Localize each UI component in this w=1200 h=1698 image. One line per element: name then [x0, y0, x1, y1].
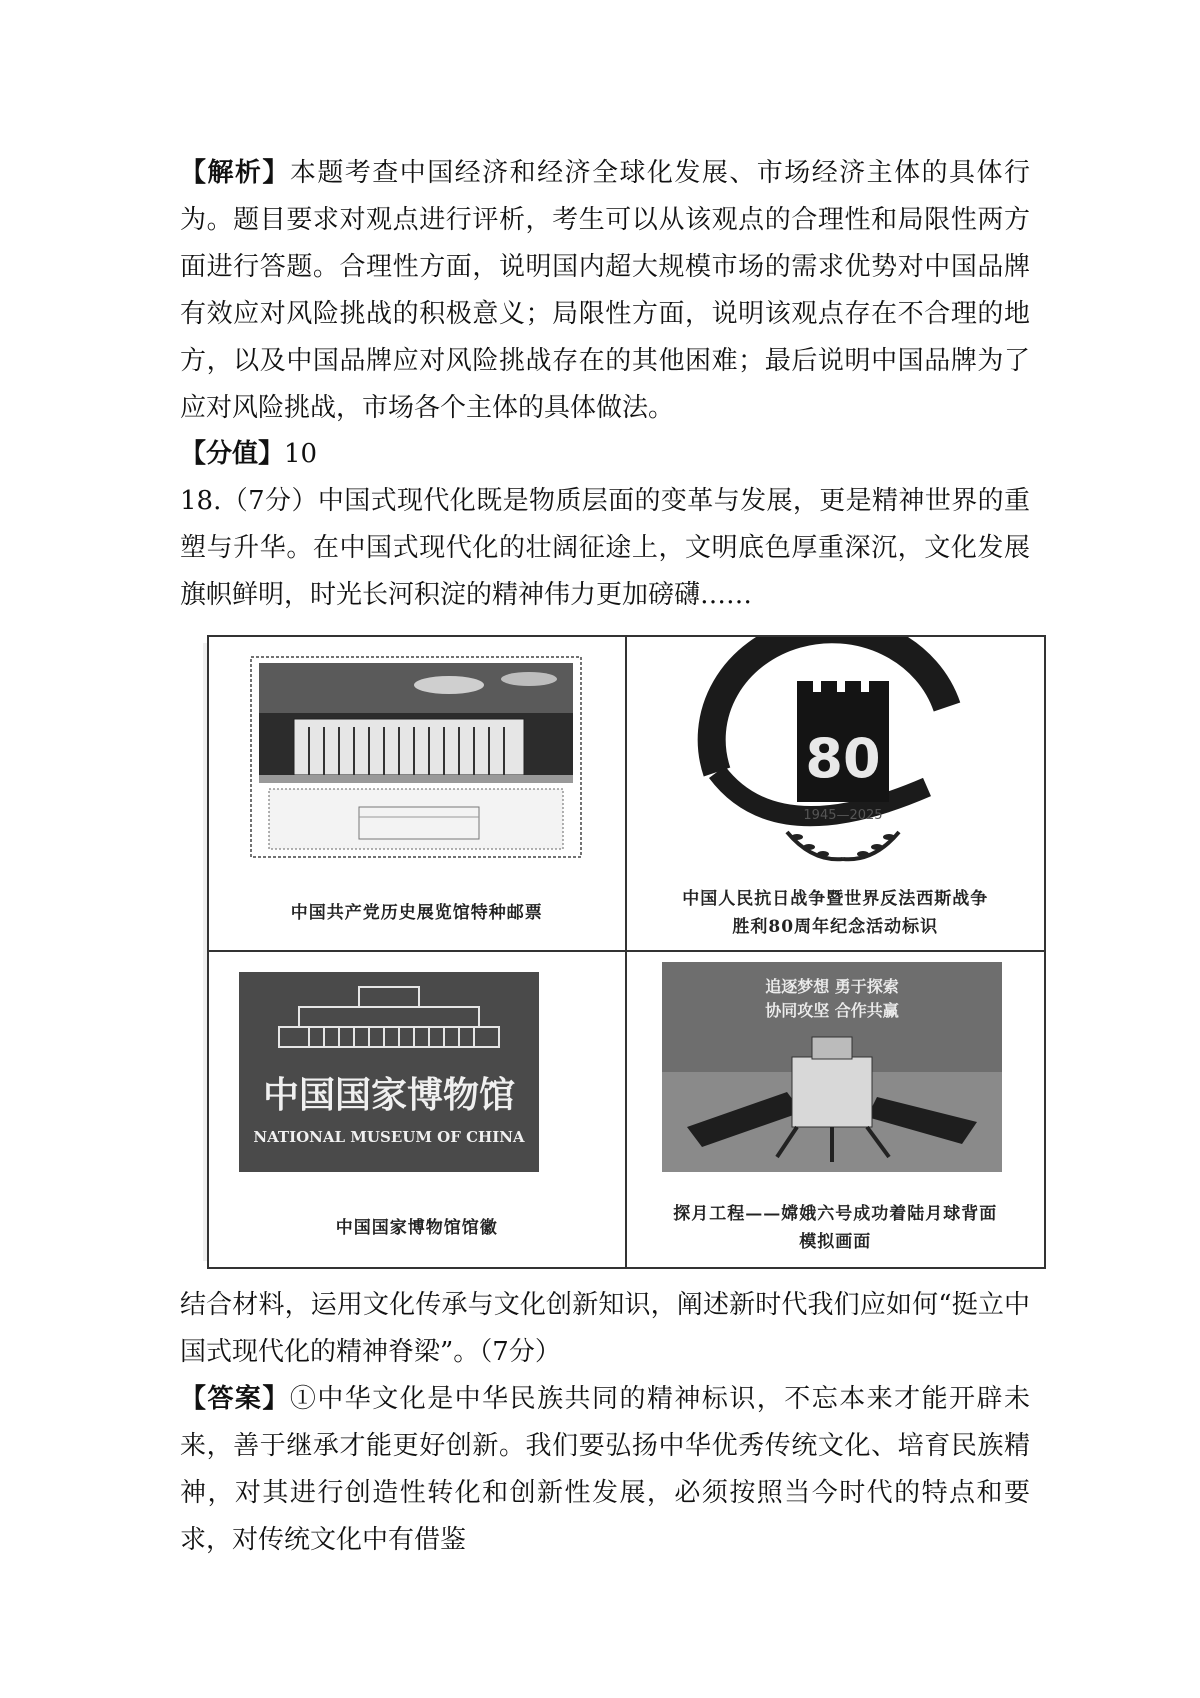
analysis-paragraph	[180, 150, 1030, 432]
great-wall-logo	[627, 637, 1044, 867]
museum-logo-en: NATIONAL MUSEUM OF CHINA	[253, 1128, 525, 1146]
analysis-text: 本题考查中国经济和经济全球化发展、市场经济主体的具体行为。题目要求对观点进行评析，考生可以从该观点的合理性和局限性两方面进行答题。合理性方面，说明国内超大规模市场的需求优势对中国品牌有效应对风险挑战的积极意义；局限性方面，说明该观点存在不合理的地方，以及中国品牌应对风险挑战存在的其他困难；最后说明中国品牌为了应对风险挑战，市场各个主体的具体做法。	[180, 158, 1030, 423]
caption-stamp: 中国共产党历史展览馆特种邮票	[290, 903, 543, 923]
museum-emblem	[209, 952, 626, 1182]
material-figure	[207, 635, 1046, 1269]
panel-museum-logo	[209, 952, 627, 1267]
panel-anniversary-logo	[627, 637, 1045, 952]
logo-years-text: 1945—2025	[802, 808, 883, 823]
score-line	[180, 431, 1030, 478]
caption-change6-line1: 探月工程——嫦娥六号成功着陆月球背面	[673, 1204, 998, 1224]
question-prompt: 结合材料，运用文化传承与文化创新知识，阐述新时代我们应如何“挺立中国式现代化的精神脊梁”。（7分）	[180, 1290, 1030, 1367]
score-value: 10	[284, 439, 318, 469]
analysis-tag: 【解析】	[180, 158, 290, 188]
lunar-lander-image	[627, 952, 1044, 1182]
caption-change6-line2: 模拟画面	[799, 1232, 872, 1252]
panel-stamp	[209, 637, 627, 952]
caption-anniversary-line2: 胜利80周年纪念活动标识	[732, 917, 939, 937]
answer-text: ①中华文化是中华民族共同的精神标识，不忘本来才能开辟未来，善于继承才能更好创新。我们要弘扬中华优秀传统文化、培育民族精神，对其进行创造性转化和创新性发展，必须按照当今时代的特点和要求，对传统文化中有借鉴	[180, 1384, 1030, 1555]
panel-change6	[627, 952, 1045, 1267]
museum-logo-cn: 中国国家博物馆	[262, 1075, 516, 1116]
answer-paragraph	[180, 1376, 1030, 1564]
score-tag: 【分值】	[180, 439, 285, 469]
banner-line1: 追逐梦想 勇于探索	[764, 977, 899, 996]
banner-line2: 协同攻坚 合作共赢	[764, 1001, 899, 1020]
question-18: 18.（7分）中国式现代化既是物质层面的变革与发展，更是精神世界的重塑与升华。在中国式现代化的壮阔征途上，文明底色厚重深沉，文化发展旗帜鲜明，时光长河积淀的精神伟力更加磅礴……	[180, 486, 1030, 610]
caption-anniversary-line1: 中国人民抗日战争暨世界反法西斯战争	[682, 889, 989, 909]
caption-museum: 中国国家博物馆馆徽	[335, 1218, 498, 1238]
answer-tag: 【答案】	[180, 1384, 290, 1414]
logo-80-text: 80	[804, 727, 881, 790]
stamp-image	[209, 637, 626, 867]
